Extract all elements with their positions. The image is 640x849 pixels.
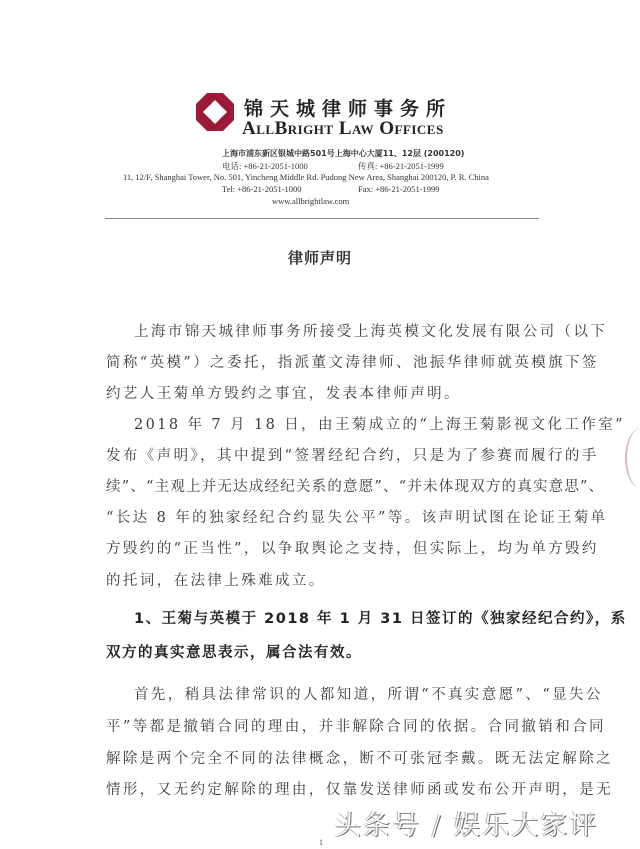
address-cn: 上海市浦东新区银城中路501号上海中心大厦11、12层 (200120): [222, 149, 465, 158]
fax-cn-row: [358, 160, 444, 172]
fax-en-row: [358, 184, 440, 194]
body-line: “长达 8 年的独家经纪合约显失公平”等。该声明试图在论证王菊单: [106, 510, 608, 526]
phone-cn: +86-21-2051-1000: [243, 161, 308, 171]
document-title: 律师声明: [287, 249, 352, 267]
website-link[interactable]: www.allbrightlaw.com: [272, 196, 350, 206]
section-heading: 双方的真实意思表示，属合法有效。: [106, 645, 362, 661]
body-line: 的托词，在法律上殊难成立。: [106, 573, 326, 589]
phone-cn-label: 电话:: [222, 161, 242, 171]
body-line: 2018 年 7 月 18 日，由王菊成立的“上海王菊影视文化工作室”: [134, 417, 625, 433]
body-line: 简称“英模”）之委托，指派董文涛律师、池振华律师就英模旗下签: [106, 355, 599, 371]
body-line: 续”、“主观上并无达成经纪关系的意愿”、“并未体现双方的真实意思”、: [106, 479, 605, 495]
header-divider: [105, 218, 539, 219]
address-en: 11, 12/F, Shanghai Tower, No. 501, Yincheng Middle Rd. Pudong New Area, Shanghai 200120, P. R. China: [123, 172, 489, 182]
tel-en: +86-21-2051-1000: [237, 184, 302, 194]
body-line: 约艺人王菊单方毁约之事宜，发表本律师声明。: [106, 386, 461, 402]
tel-en-label: Tel:: [222, 184, 236, 194]
fax-cn-label: 传真:: [358, 161, 378, 171]
phone-cn-row: [222, 160, 308, 172]
tel-en-row: [222, 184, 302, 194]
seal-stamp-edge: [625, 428, 640, 488]
firm-name-en: AllBright Law Offices: [242, 118, 444, 139]
body-line: 方毁约的“正当性”，以争取舆论之支持，但实际上，均为单方毁约: [106, 541, 599, 557]
body-line: 平”等都是撤销合同的理由，并非解除合同的依据。合同撤销和合同: [106, 719, 606, 735]
allbright-logo-icon: [196, 93, 234, 131]
firm-name-cn: 锦天城律师事务所: [244, 98, 453, 120]
fax-cn: +86-21-2051-1999: [379, 161, 444, 171]
section-heading: 1、王菊与英模于 2018 年 1 月 31 日签订的《独家经纪合约》，系: [134, 611, 627, 627]
body-line: 发布《声明》，其中提到“签署经纪合约，只是为了参赛而履行的手: [106, 448, 599, 464]
watermark: 头条号 / 娱乐大家评: [334, 810, 599, 841]
body-line: 情形，又无约定解除的理由，仅靠发送律师函或发布公开声明，是无: [106, 782, 613, 798]
fax-en-label: Fax:: [358, 184, 374, 194]
page-number: 1: [319, 838, 323, 847]
body-line: 解除是两个完全不同的法律概念，断不可张冠李戴。既无法定解除之: [106, 751, 613, 767]
fax-en: +86-21-2051-1999: [375, 184, 440, 194]
body-line: 上海市锦天城律师事务所接受上海英模文化发展有限公司（以下: [134, 324, 608, 340]
body-line: 首先，稍具法律常识的人都知道，所谓“不真实意愿”、“显失公: [134, 687, 603, 703]
